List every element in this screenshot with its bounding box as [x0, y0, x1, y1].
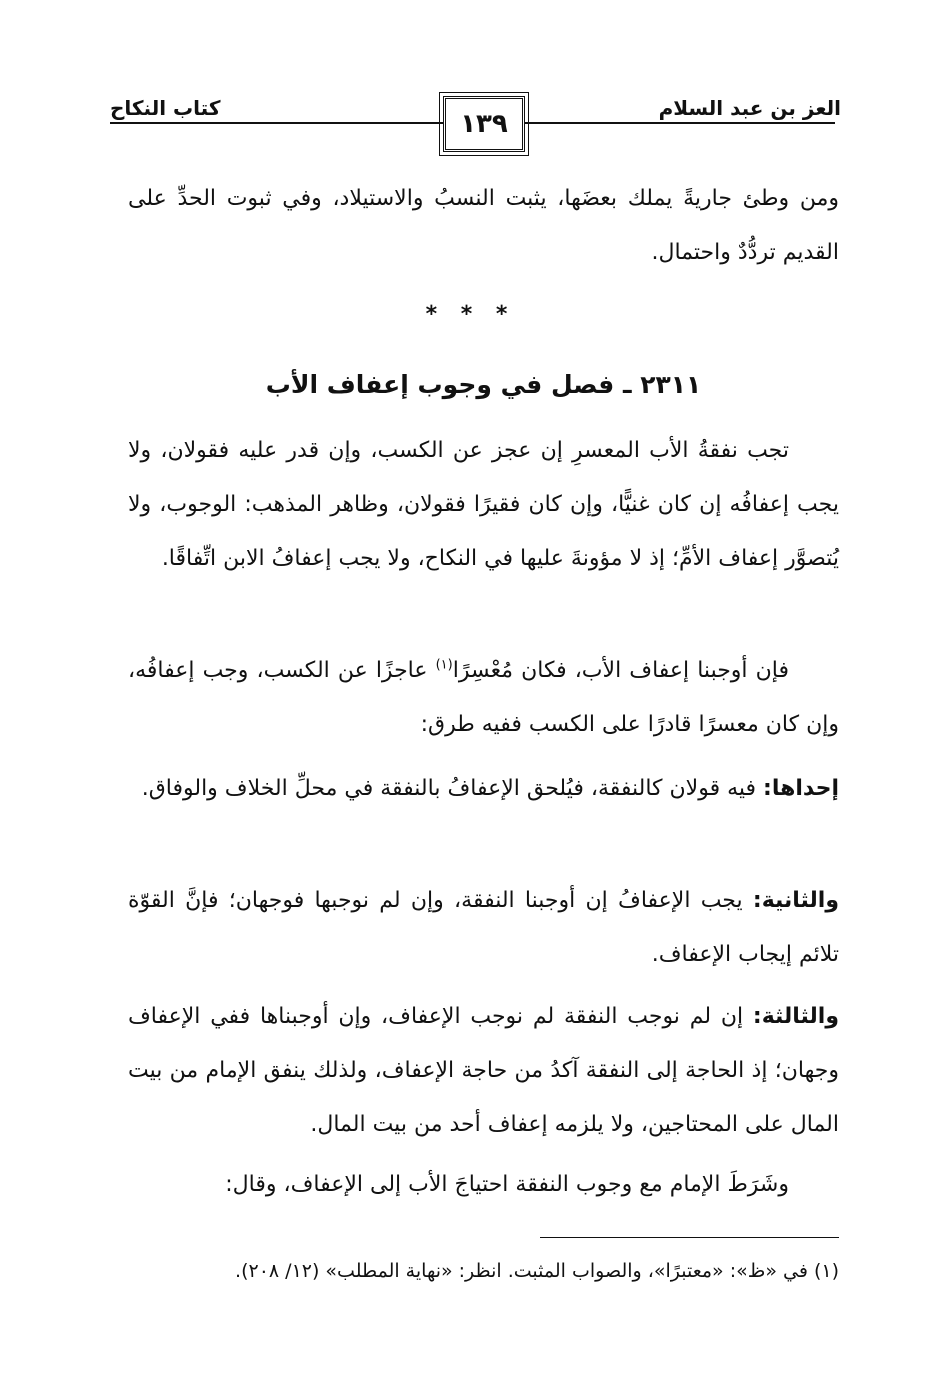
paragraph-2	[128, 644, 839, 752]
paragraph-3	[128, 762, 839, 816]
paragraph-3-lead: إحداها:	[763, 776, 839, 801]
footnote: (١) في «ظ»: «معتبرًا»، والصواب المثبت. انظر: «نهاية المطلب» (١٢/ ٢٠٨).	[235, 1260, 839, 1282]
paragraph-5	[128, 990, 839, 1152]
page-number: ١٣٩	[460, 109, 508, 139]
header-rule-left	[110, 122, 445, 124]
paragraph-5-lead: والثالثة:	[752, 1004, 839, 1029]
footnote-marker: (١)	[435, 657, 453, 673]
paragraph-4-text: يجب الإعفافُ إن أوجبنا النفقة، وإن لم نوجبها فوجهان؛ فإنَّ القوّة تلائم إيجاب الإعفاف.	[128, 888, 839, 967]
paragraph-6: وشَرَطَ الإمام مع وجوب النفقة احتياجَ الأب إلى الإعفاف، وقال:	[225, 1172, 789, 1197]
section-separator: * * *	[425, 302, 516, 327]
header-author: العز بن عبد السلام	[658, 96, 841, 120]
opening-paragraph: ومن وطئ جاريةً يملك بعضَها، يثبت النسبُ والاستيلاد، وفي ثبوت الحدِّ على القديم تردُّدٌ واحتمال.	[128, 186, 839, 265]
header-book-title: كتاب النكاح	[110, 96, 221, 120]
header-rule-right	[525, 122, 835, 124]
paragraph-4-lead: والثانية:	[752, 888, 839, 913]
paragraph-5-text: إن لم نوجب النفقة لم نوجب الإعفاف، وإن أوجبناها ففي الإعفاف وجهان؛ إذ الحاجة إلى النفقة آكدُ من حاجة الإعفاف، ولذلك ينفق الإمام من بيت المال على المحتاجين، ولا يلزمه إعفاف أحد من بيت المال.	[128, 1004, 839, 1137]
footnote-divider	[540, 1237, 839, 1238]
paragraph-1: تجب نفقةُ الأب المعسرِ إن عجز عن الكسب، وإن قدر عليه فقولان، ولا يجب إعفافُه إن كان غنيًّا، وإن كان فقيرًا فقولان، وظاهر المذهب: الوجوب، ولا يُتصوَّر إعفاف الأمِّ؛ إذ لا مؤونةَ عليها في النكاح، ولا يجب إعفافُ الابن اتِّفاقًا.	[128, 438, 839, 571]
paragraph-3-text: فيه قولان كالنفقة، فيُلحق الإعفافُ بالنفقة في محلِّ الخلاف والوفاق.	[141, 776, 764, 801]
paragraph-2-text-a: فإن أوجبنا إعفاف الأب، فكان مُعْسِرًا	[452, 658, 790, 683]
section-title: ٢٣١١ ـ فصل في وجوب إعفاف الأب	[265, 370, 702, 399]
paragraph-4	[128, 874, 839, 982]
paragraph-2-text-b: عاجزًا عن الكسب، وجب إعفافُه، وإن كان معسرًا قادرًا على الكسب ففيه طرق:	[128, 658, 839, 737]
page-number-box	[443, 96, 525, 152]
